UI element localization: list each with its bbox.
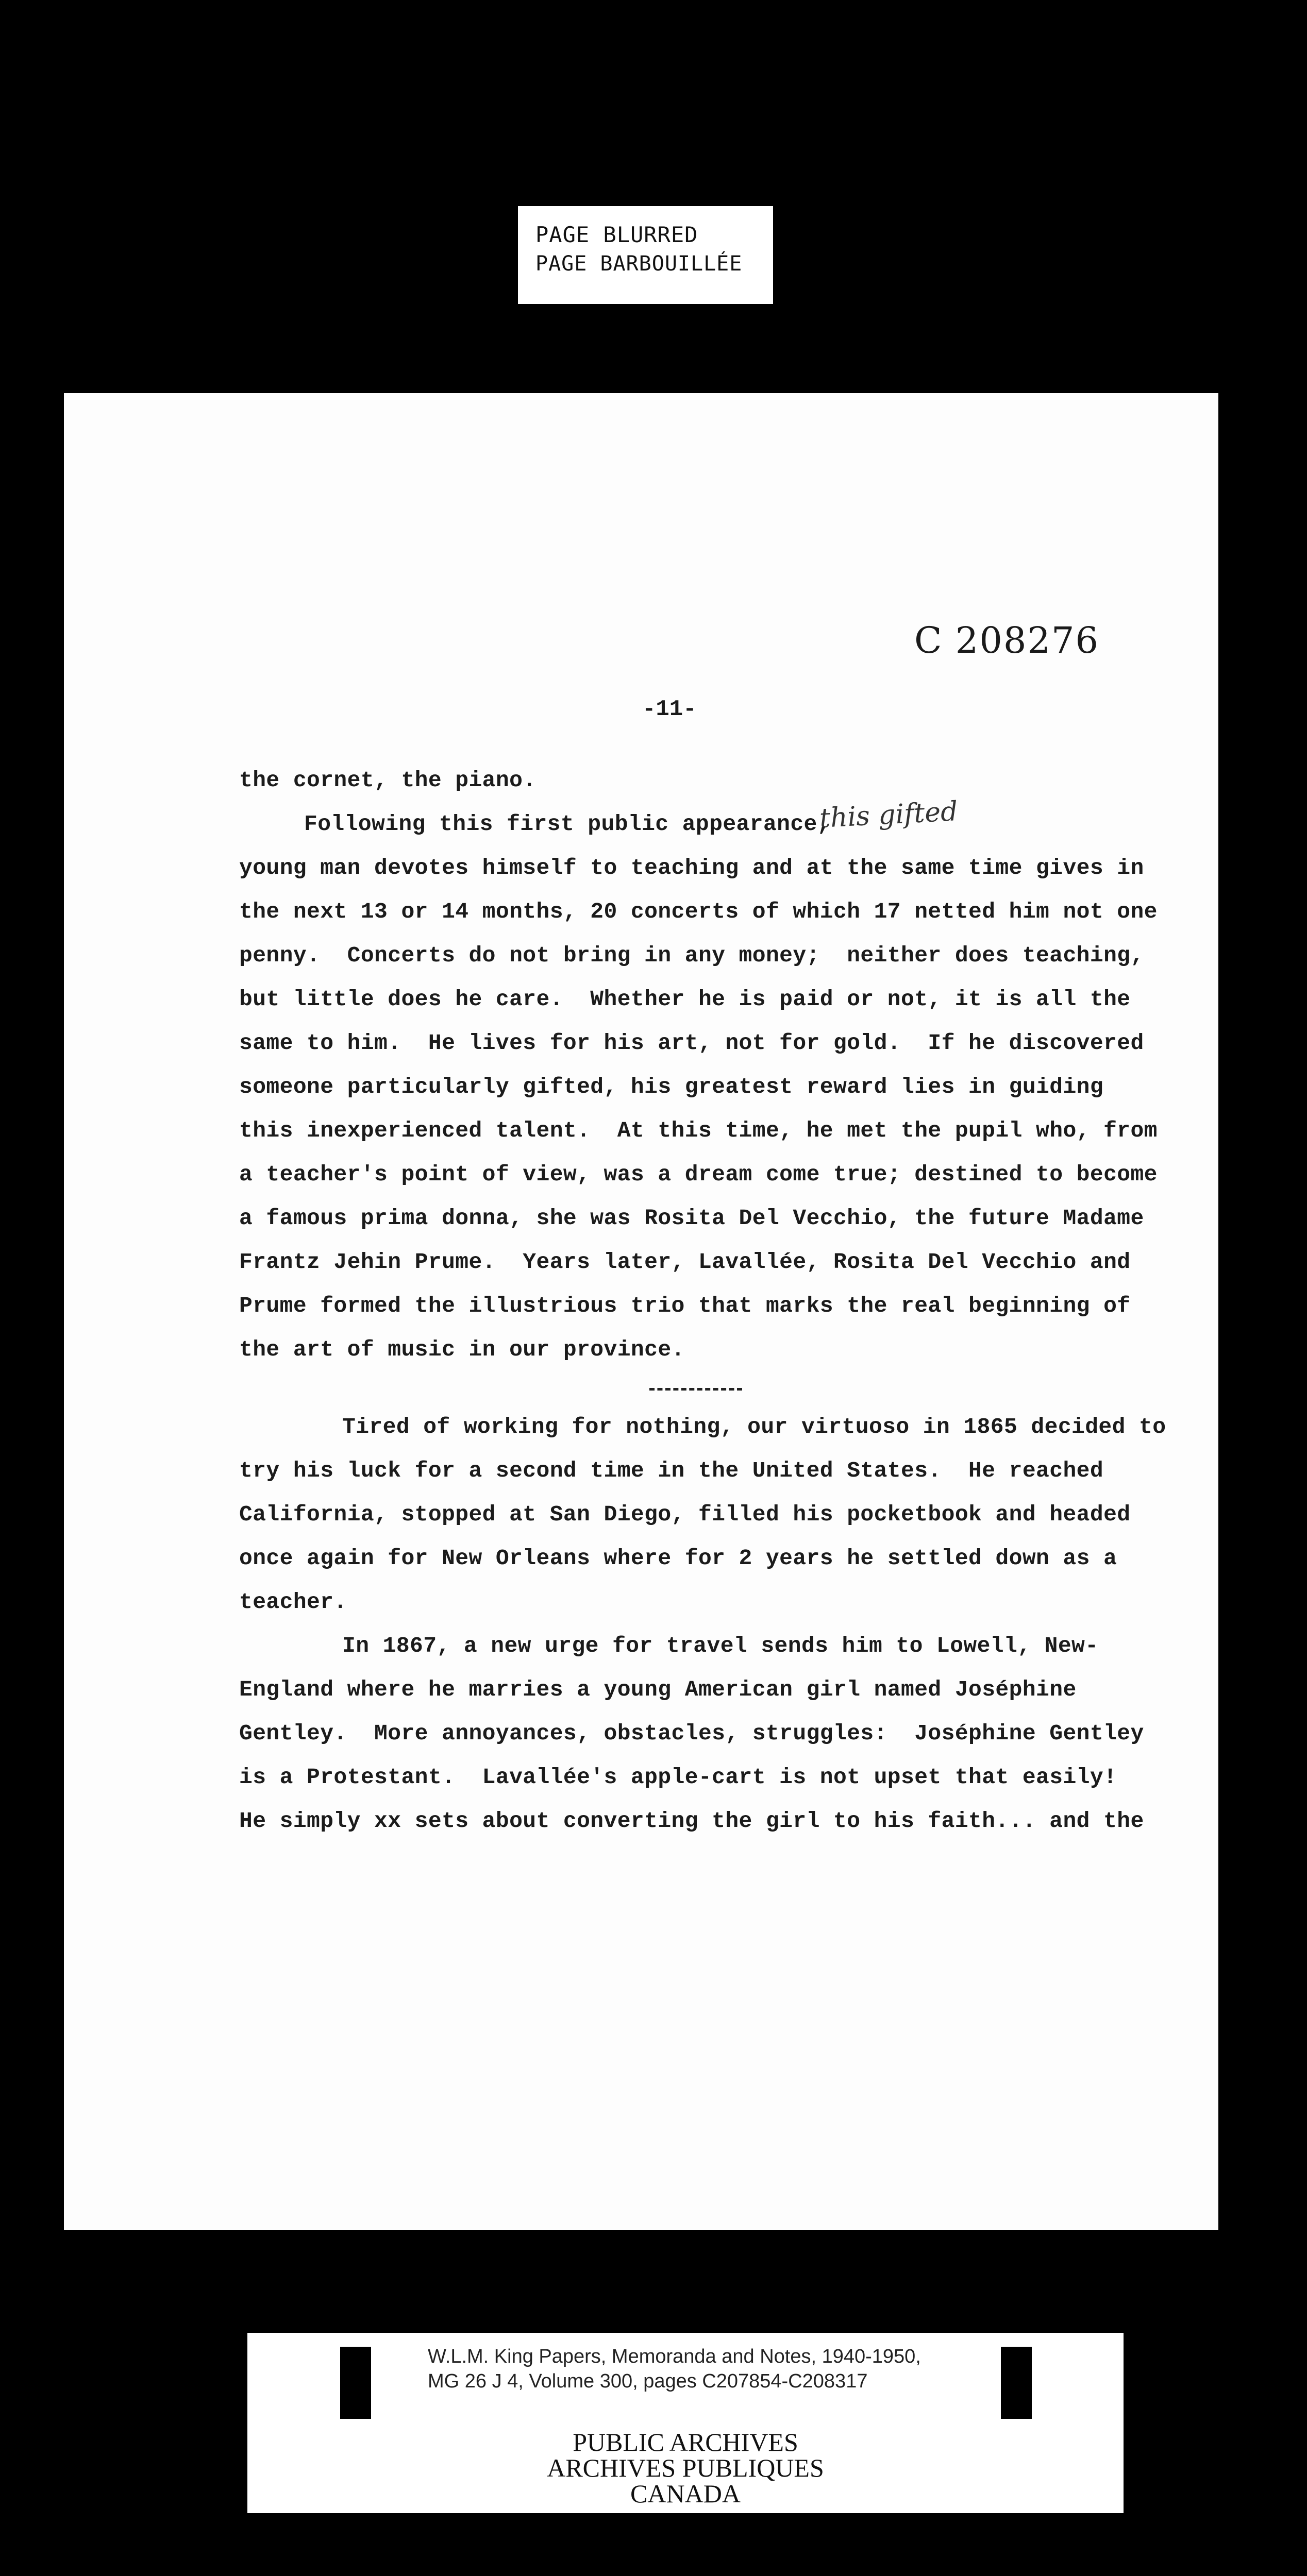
text-line: young man devotes himself to teaching and at the same time gives in <box>239 855 1144 880</box>
archive-name <box>247 2429 1124 2506</box>
text-line: but little does he care. Whether he is paid or not, it is all the <box>239 987 1131 1012</box>
text-line: is a Protestant. Lavallée's apple-cart is not upset that easily! <box>239 1765 1117 1790</box>
text-line: Following this first public appearance, <box>304 811 831 837</box>
text-line: penny. Concerts do not bring in any money; neither does teaching, <box>239 943 1144 968</box>
text-line: In 1867, a new urge for travel sends him to Lowell, New- <box>342 1633 1099 1658</box>
archive-country: CANADA <box>630 2479 741 2508</box>
section-divider <box>649 1388 742 1391</box>
handwritten-annotation: this gifted <box>818 796 959 834</box>
text-line: this inexperienced talent. At this time, he met the pupil who, from <box>239 1118 1158 1143</box>
text-line: Prume formed the illustrious trio that marks the real beginning of <box>239 1293 1131 1318</box>
text-line: try his luck for a second time in the United States. He reached <box>239 1458 1104 1483</box>
text-line: the cornet, the piano. <box>239 768 537 793</box>
text-line: same to him. He lives for his art, not for gold. If he discovered <box>239 1030 1144 1056</box>
text-line: England where he marries a young American girl named Joséphine <box>239 1677 1077 1702</box>
text-line: California, stopped at San Diego, filled his pocketbook and headed <box>239 1502 1131 1527</box>
text-line: teacher. <box>239 1589 347 1615</box>
text-line: He simply xx sets about converting the girl to his faith... and the <box>239 1808 1144 1834</box>
footer-clip-right <box>1001 2347 1032 2419</box>
blur-notice-french: PAGE BARBOUILLÉE <box>535 252 743 276</box>
text-line: a famous prima donna, she was Rosita Del Vecchio, the future Madame <box>239 1206 1144 1231</box>
document-number-stamp: C 208276 <box>914 619 1100 662</box>
blur-notice-english: PAGE BLURRED <box>535 222 698 247</box>
page-blurred-label <box>518 206 773 304</box>
text-line: Tired of working for nothing, our virtuoso in 1865 decided to <box>342 1414 1166 1439</box>
text-line: once again for New Orleans where for 2 years he settled down as a <box>239 1546 1117 1571</box>
text-line: the next 13 or 14 months, 20 concerts of which 17 netted him not one <box>239 899 1158 924</box>
archive-name-french: ARCHIVES PUBLIQUES <box>547 2453 824 2482</box>
text-line: someone particularly gifted, his greatest reward lies in guiding <box>239 1074 1104 1099</box>
collection-reference-line: MG 26 J 4, Volume 300, pages C207854-C208317 <box>428 2370 868 2392</box>
text-line: Gentley. More annoyances, obstacles, struggles: Joséphine Gentley <box>239 1721 1144 1746</box>
text-line: a teacher's point of view, was a dream come true; destined to become <box>239 1162 1158 1187</box>
page-number: -11- <box>642 697 697 722</box>
collection-reference <box>428 2344 921 2394</box>
collection-reference-line: W.L.M. King Papers, Memoranda and Notes, 1940-1950, <box>428 2346 921 2367</box>
archive-name-english: PUBLIC ARCHIVES <box>573 2428 798 2456</box>
text-line: the art of music in our province. <box>239 1337 685 1362</box>
footer-clip-left <box>340 2347 371 2419</box>
text-line: Frantz Jehin Prume. Years later, Lavallée, Rosita Del Vecchio and <box>239 1249 1131 1275</box>
